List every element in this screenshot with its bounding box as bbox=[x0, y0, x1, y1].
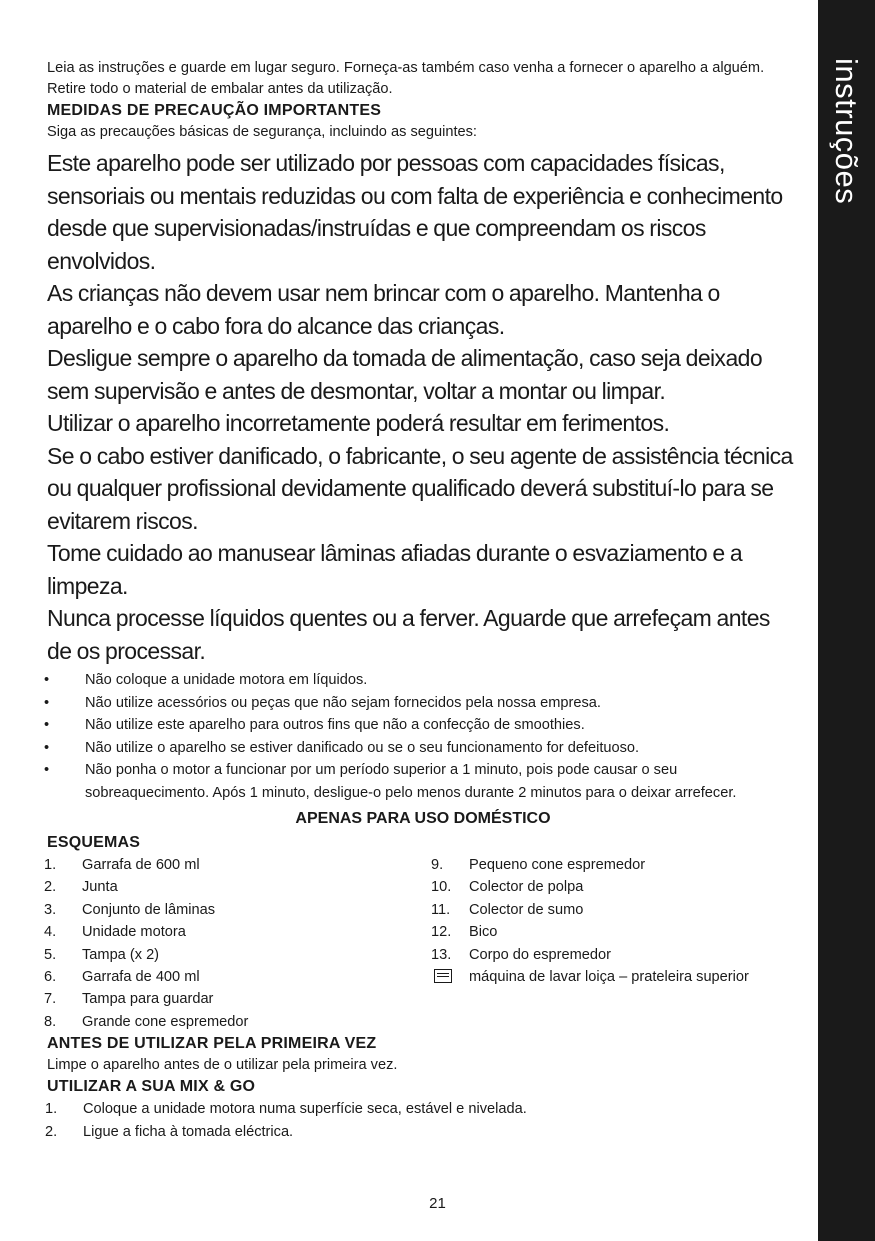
diagrams-heading: ESQUEMAS bbox=[47, 834, 141, 851]
item-number: 9. bbox=[431, 857, 444, 873]
item-number: 12. bbox=[431, 924, 452, 941]
dishwasher-note bbox=[431, 966, 799, 988]
before-first-use-heading: ANTES DE UTILIZAR PELA PRIMEIRA VEZ bbox=[47, 1035, 377, 1053]
list-item bbox=[44, 714, 799, 737]
section-tab bbox=[818, 0, 875, 1241]
safety-heading: MEDIDAS DE PRECAUÇÃO IMPORTANTES bbox=[47, 102, 382, 119]
warning-paragraph: Tome cuidado ao manusear lâminas afiadas durante o esvaziamento e a limpeza. bbox=[47, 540, 743, 599]
page-content bbox=[44, 58, 799, 1143]
using-heading: UTILIZAR A SUA MIX & GO bbox=[47, 1078, 256, 1096]
item-label: Conjunto de lâminas bbox=[82, 901, 216, 918]
bullet-symbol: • bbox=[44, 717, 50, 733]
section-tab-label: instruções bbox=[829, 58, 864, 205]
item-label: Colector de sumo bbox=[469, 901, 584, 918]
list-item bbox=[44, 737, 799, 760]
step-text: Coloque a unidade motora numa superfície seca, estável e nivelada. bbox=[83, 1101, 527, 1118]
list-item bbox=[44, 759, 799, 804]
bullet-symbol: • bbox=[44, 762, 50, 778]
dishwasher-note-text: máquina de lavar loiça – prateleira superior bbox=[469, 969, 749, 986]
before-first-use-text: Limpe o aparelho antes de o utilizar pela primeira vez. bbox=[47, 1057, 398, 1074]
item-number: 4. bbox=[44, 924, 57, 941]
list-item bbox=[44, 966, 431, 988]
bullet-text: Não coloque a unidade motora em líquidos. bbox=[85, 672, 368, 688]
list-item bbox=[44, 921, 431, 943]
bullet-text: Não utilize o aparelho se estiver danificado ou se o seu funcionamento for defeituoso. bbox=[85, 739, 640, 756]
bullet-symbol: • bbox=[44, 739, 50, 756]
list-item bbox=[45, 1098, 799, 1121]
parts-list bbox=[44, 854, 799, 1033]
item-number: 10. bbox=[431, 879, 452, 896]
list-item bbox=[44, 899, 431, 921]
item-number: 6. bbox=[44, 969, 57, 986]
item-number: 5. bbox=[44, 946, 57, 963]
item-label: Garrafa de 400 ml bbox=[82, 969, 200, 986]
list-item bbox=[431, 854, 799, 876]
item-label: Corpo do espremedor bbox=[469, 946, 611, 963]
item-number: 13. bbox=[431, 946, 452, 963]
list-item bbox=[44, 944, 431, 966]
step-number: 2. bbox=[45, 1123, 58, 1140]
bullet-text: Não utilize acessórios ou peças que não sejam fornecidos pela nossa empresa. bbox=[85, 694, 601, 711]
item-number: 7. bbox=[44, 991, 57, 1008]
item-number: 3. bbox=[44, 901, 57, 918]
parts-list-right bbox=[431, 854, 799, 1033]
list-item bbox=[45, 1121, 799, 1144]
item-label: Garrafa de 600 ml bbox=[82, 857, 200, 873]
item-label: Bico bbox=[469, 924, 498, 941]
bullet-text: Não ponha o motor a funcionar por um período superior a 1 minuto, pois pode causar o seu sobreaquecimento. Após 1 minuto, desligue-o pelo menos durante 2 minutos para o deixar arrefecer. bbox=[85, 762, 737, 801]
list-item bbox=[431, 876, 799, 898]
list-item bbox=[44, 876, 431, 898]
step-number: 1. bbox=[45, 1101, 58, 1118]
list-item bbox=[44, 1011, 431, 1033]
item-label: Junta bbox=[82, 879, 118, 896]
using-steps-list bbox=[47, 1098, 799, 1143]
item-number: 2. bbox=[44, 879, 57, 896]
warning-paragraph: Este aparelho pode ser utilizado por pessoas com capacidades físicas, sensoriais ou mentais reduzidas ou com falta de experiência e conhecimento desde que supervisionadas/instruídas e que compreendam os riscos envolvidos. bbox=[47, 150, 783, 274]
item-label: Pequeno cone espremedor bbox=[469, 857, 646, 873]
item-label: Grande cone espremedor bbox=[82, 1013, 249, 1030]
item-label: Unidade motora bbox=[82, 924, 186, 941]
bullet-text: Não utilize este aparelho para outros fins que não a confecção de smoothies. bbox=[85, 717, 585, 733]
list-item bbox=[44, 988, 431, 1010]
dishwasher-icon bbox=[434, 969, 452, 983]
item-label: Colector de polpa bbox=[469, 879, 584, 896]
safety-lead: Siga as precauções básicas de segurança, incluindo as seguintes: bbox=[47, 124, 477, 140]
page-number: 21 bbox=[429, 1195, 446, 1212]
list-item bbox=[44, 854, 431, 876]
list-item bbox=[431, 944, 799, 966]
safety-bullet-list bbox=[44, 669, 799, 804]
item-number: 8. bbox=[44, 1013, 57, 1030]
item-number: 1. bbox=[44, 857, 57, 873]
warning-paragraph: Se o cabo estiver danificado, o fabricante, o seu agente de assistência técnica ou qualquer profissional devidamente qualificado deverá substituí-lo para se evitarem riscos. bbox=[47, 442, 793, 534]
step-text: Ligue a ficha à tomada eléctrica. bbox=[83, 1123, 294, 1140]
item-number: 11. bbox=[431, 901, 451, 918]
warning-paragraph: Desligue sempre o aparelho da tomada de alimentação, caso seja deixado sem supervisão e antes de desmontar, voltar a montar ou limpar. bbox=[47, 345, 763, 404]
warning-paragraph: As crianças não devem usar nem brincar com o aparelho. Mantenha o aparelho e o cabo fora do alcance das crianças. bbox=[47, 280, 720, 339]
list-item bbox=[431, 921, 799, 943]
bullet-symbol: • bbox=[44, 694, 50, 711]
warning-paragraph: Nunca processe líquidos quentes ou a ferver. Aguarde que arrefeçam antes de os processar. bbox=[47, 605, 770, 664]
item-label: Tampa para guardar bbox=[82, 991, 214, 1008]
intro-text: Leia as instruções e guarde em lugar seguro. Forneça-as também caso venha a fornecer o aparelho a alguém. Retire todo o material de embalar antes da utilização. bbox=[47, 60, 765, 97]
list-item bbox=[44, 692, 799, 715]
item-label: Tampa (x 2) bbox=[82, 946, 160, 963]
warning-paragraph: Utilizar o aparelho incorretamente poderá resultar em ferimentos. bbox=[47, 410, 670, 436]
list-item bbox=[431, 899, 799, 921]
domestic-use-heading: APENAS PARA USO DOMÉSTICO bbox=[295, 810, 551, 827]
bullet-symbol: • bbox=[44, 672, 50, 688]
list-item bbox=[44, 669, 799, 692]
parts-list-left bbox=[44, 854, 431, 1033]
